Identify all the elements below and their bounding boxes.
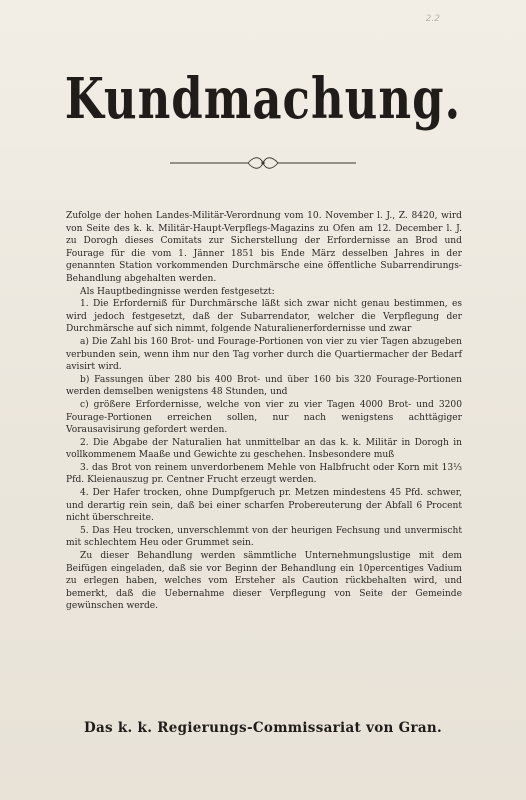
pencil-note: 2.2 [425,14,440,24]
condition-5: 5. Das Heu trocken, unverschlemmt von der heurigen Fechsung und unvermischt mit schlechtem Heu oder Grummet sein. [66,525,462,549]
condition-1c: c) größere Erfordernisse, welche von vier zu vier Tagen 4000 Brot- und 3200 Fourage-Portionen erreichen sollen, nur nach wenigstens achttägiger Vorausavisirung gefordert werden. [66,399,462,436]
notice-body [66,210,462,613]
condition-2: 2. Die Abgabe der Naturalien hat unmittelbar an das k. k. Militär in Dorogh in vollkommenem Maaße und Gewichte zu geschehen. Insbesondere muß [66,437,462,461]
intro-paragraph: Zufolge der hohen Landes-Militär-Verordnung vom 10. November l. J., Z. 8420, wird von Seite des k. k. Militär-Haupt-Verpflegs-Magazins zu Ofen am 12. December l. J. zu Dorogh dieses Comitats zur Sicherstellung der Erfordernisse an Brod und Fourage für die vom 1. Jänner 1851 bis Ende März desselben Jahres in der genannten Station vorkommenden Durchmärsche eine öffentliche Subarrendirungs-Behandlung abgehalten werden. [66,211,462,284]
conditions-heading: Als Hauptbedingnisse werden festgesetzt: [80,286,275,297]
condition-3: 3. das Brot von reinem unverdorbenem Mehle von Halbfrucht oder Korn mit 13⅓ Pfd. Kleienauszug pr. Centner Frucht erzeugt werden. [66,462,462,486]
page-title: Kundmachung. [64,65,462,132]
condition-1a: a) Die Zahl bis 160 Brot- und Fourage-Portionen von vier zu vier Tagen abzugeben verbunden sein, wenn ihm nur den Tag vorher durch die Quartiermacher der Bedarf avisirt wird. [66,336,462,373]
condition-1: 1. Die Erforderniß für Durchmärsche läßt sich zwar nicht genau bestimmen, es wird jedoch festgesetzt, daß der Subarrendator, welcher die Verpflegung der Durchmärsche auf sich nimmt, folgende Naturalienerfordernisse und zwar [66,299,462,335]
closing-paragraph: Zu dieser Behandlung werden sämmtliche Unternehmungslustige mit dem Beifügen eingeladen, daß sie vor Beginn der Behandlung ein 10percentiges Vadium zu erlegen haben, welches vom Ersteher als Caution rückbehalten wird, und bemerkt, daß die Uebernahme dieser Verpflegung von Seite der Gemeinde gewünschen werde. [66,551,462,612]
condition-4: 4. Der Hafer trocken, ohne Dumpfgeruch pr. Metzen mindestens 45 Pfd. schwer, und derartig rein sein, daß bei einer scharfen Probereuterung der Abfall 6 Procent nicht überschreite. [66,488,462,524]
ornament-divider [170,156,356,170]
signature-line: Das k. k. Regierungs-Commissariat von Gran. [83,720,443,736]
condition-1b: b) Fassungen über 280 bis 400 Brot- und über 160 bis 320 Fourage-Portionen werden demselben wenigstens 48 Stunden, und [66,374,462,398]
